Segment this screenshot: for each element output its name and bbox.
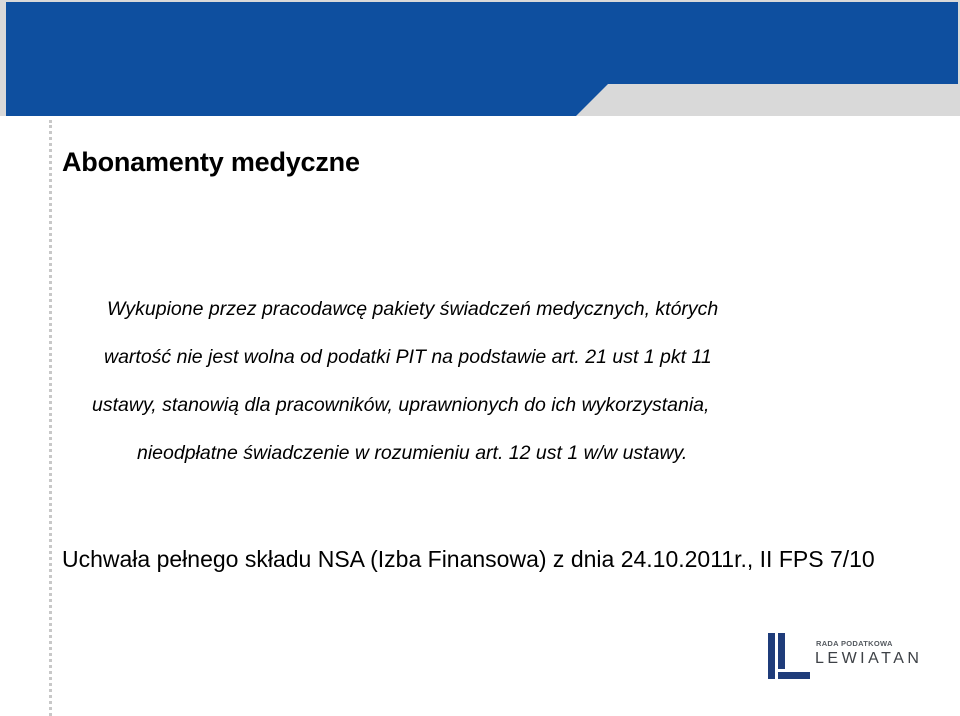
body-text-line-3: ustawy, stanowią dla pracowników, uprawnionych do ich wykorzystania,	[92, 394, 710, 416]
page-title: Abonamenty medyczne	[62, 147, 360, 177]
body-text-line-1: Wykupione przez pracodawcę pakiety świadczeń medycznych, których	[107, 298, 719, 320]
logo-big-text: LEWIATAN	[815, 650, 923, 667]
logo-mark-icon	[766, 630, 812, 682]
citation-text: Uchwała pełnego składu NSA (Izba Finansowa) z dnia 24.10.2011r., II FPS 7/10	[62, 546, 875, 572]
body-text-line-4: nieodpłatne świadczenie w rozumieniu art. 12 ust 1 w/w ustawy.	[137, 442, 688, 464]
logo-small-text: RADA PODATKOWA	[816, 639, 893, 648]
banner-shape	[0, 0, 960, 116]
body-text-line-2: wartość nie jest wolna od podatki PIT na podstawie art. 21 ust 1 pkt 11	[104, 346, 712, 368]
dotted-divider	[49, 120, 52, 716]
top-banner	[0, 0, 960, 116]
lewiatan-logo	[766, 630, 926, 686]
